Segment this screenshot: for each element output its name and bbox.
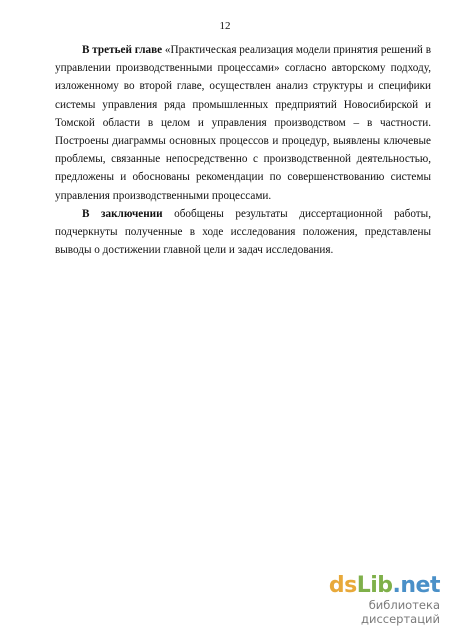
paragraph-text: «Практическая реализация модели принятия решений в управлении производственными процессами» согласно авторскому подходу, изложенному во второй главе, осуществлен анализ структуры и специфики системы управления ряда промышленных предприятий Новосибирской и Томской области в целом и управления производством – в частности. Построены диаграммы основных процессов и процедур, выявлены ключевые проблемы, связанные непосредственно с производственной деятельностью, предложены и обоснованы рекомендации по совершенствованию системы управления производственными процессами. bbox=[55, 44, 432, 202]
paragraph-text: обобщены результаты диссертационной работы, подчеркнуты полученные в ходе исследования положения, представлены выводы о достижении главной цели и задач исследования. bbox=[55, 207, 431, 257]
dslib-watermark bbox=[290, 575, 440, 626]
dslib-logo bbox=[290, 575, 440, 597]
logo-lib: Lib bbox=[356, 573, 393, 598]
logo-ds: ds bbox=[328, 573, 357, 598]
paragraph-lead-bold: В третьей главе bbox=[82, 44, 163, 56]
paragraph-chapter-three bbox=[55, 41, 431, 205]
paragraph-lead-bold: В заключении bbox=[82, 207, 163, 220]
page-number: 12 bbox=[219, 20, 231, 32]
logo-net: .net bbox=[392, 573, 440, 598]
paragraph-conclusion bbox=[55, 205, 431, 260]
watermark-subtitle: библиотека диссертаций bbox=[361, 598, 440, 626]
document-body bbox=[55, 41, 431, 259]
